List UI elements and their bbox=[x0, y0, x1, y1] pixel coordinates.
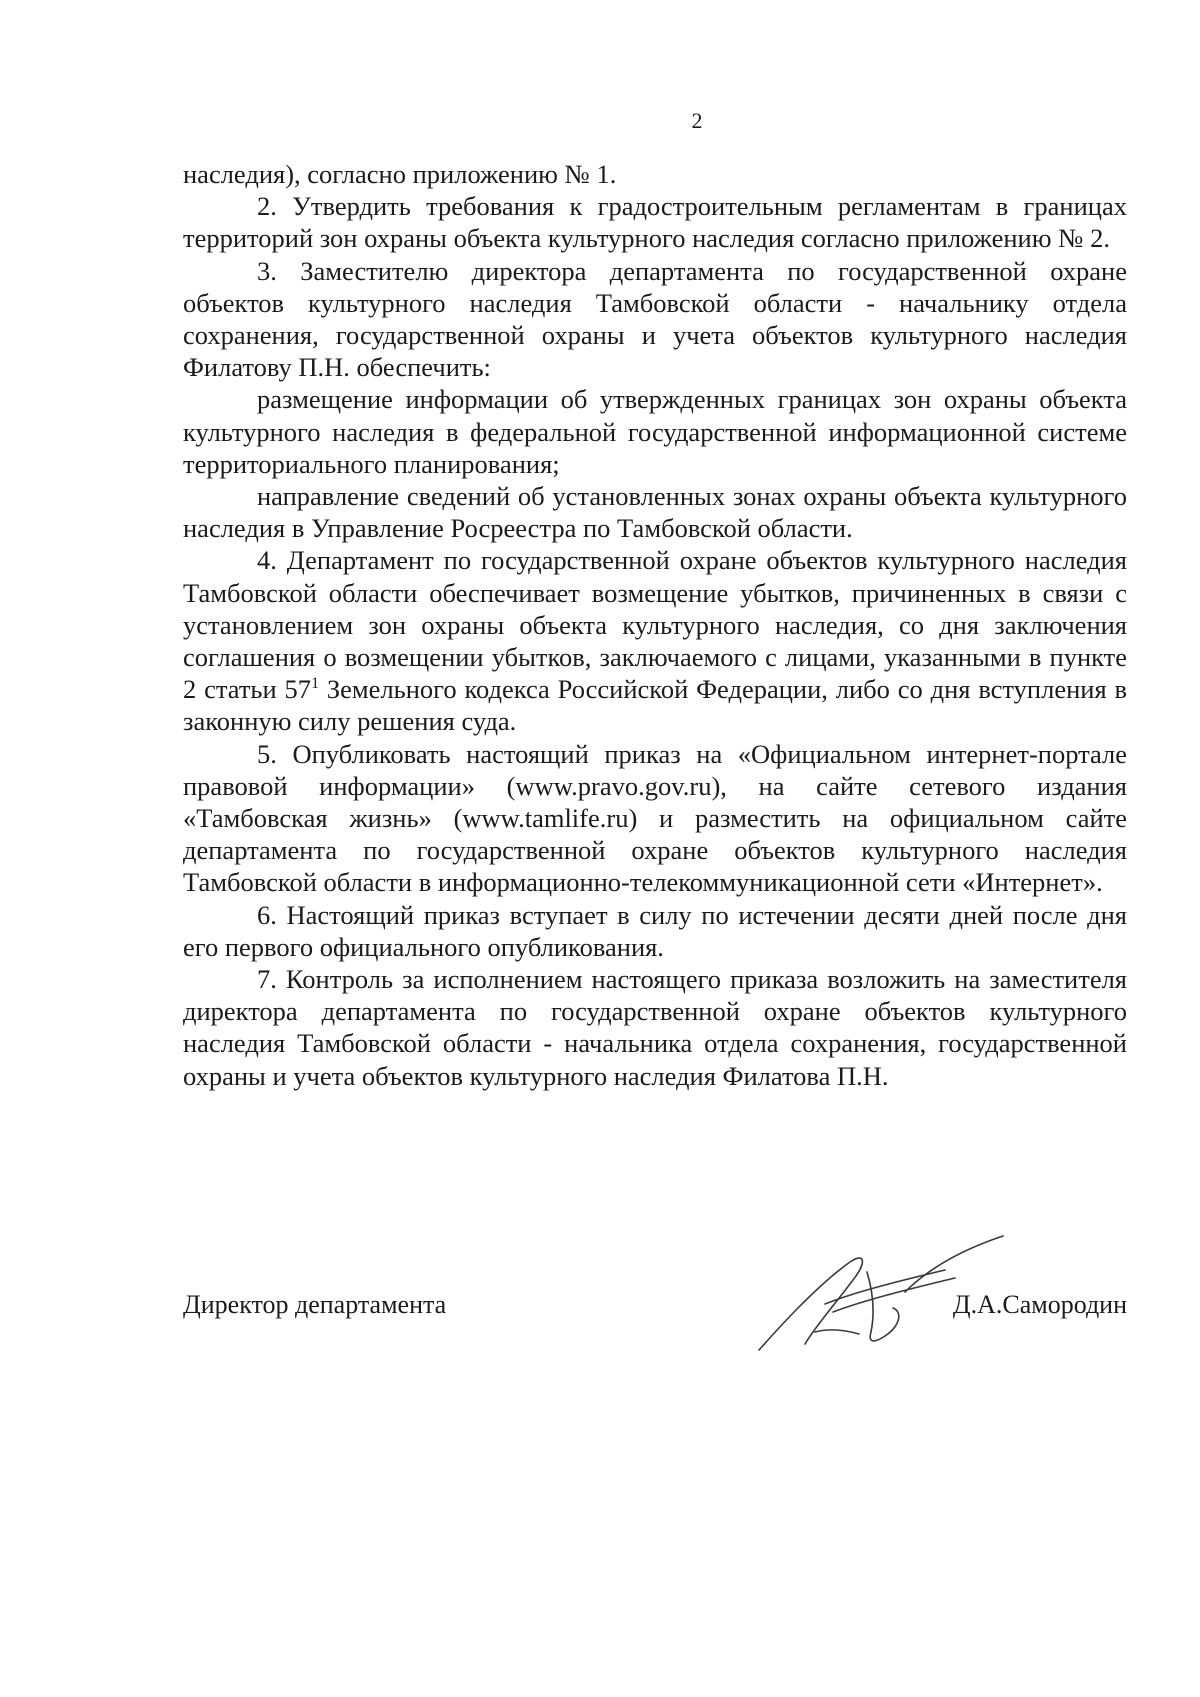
paragraph-item-4-text-b: Земельного кодекса Российской Федерации, либо со дня вступления в законную силу решения суда. bbox=[183, 674, 1128, 737]
signatory-position: Директор департамента bbox=[183, 1290, 447, 1319]
paragraph-item-3: 3. Заместителю директора департамента по государственной охране объектов культурного наследия Тамбовской области - начальнику отдела сохранения, государственной охраны и учета объектов культурного наследия Филатову П.Н. обеспечить: bbox=[183, 255, 1127, 383]
signature-block bbox=[183, 1290, 1127, 1350]
paragraph-item-3-sub-2: направление сведений об установленных зонах охраны объекта культурного наследия в Управление Росреестра по Тамбовской области. bbox=[183, 481, 1127, 544]
paragraph-item-6: 6. Настоящий приказ вступает в силу по истечении десяти дней после дня его первого официального опубликования. bbox=[183, 899, 1127, 962]
paragraph-item-3-sub-1: размещение информации об утвержденных границах зон охраны объекта культурного наследия в федеральной государственной информационной системе территориального планирования; bbox=[183, 384, 1127, 479]
paragraph-item-7: 7. Контроль за исполнением настоящего приказа возложить на заместителя директора департамента по государственной охране объектов культурного наследия Тамбовской области - начальника отдела сохранения, государственной охраны и учета объектов культурного наследия Филатова П.Н. bbox=[183, 964, 1127, 1091]
document-body bbox=[183, 158, 1127, 1092]
paragraph-item-4-text-a: 4. Департамент по государственной охране объектов культурного наследия Тамбовской области обеспечивает возмещение убытков, причиненных в связи с установлением зон охраны объекта культурного наследия, со дня заключения соглашения о возмещении убытков, заключаемого с лицами, указанными в пункте 2 статьи 57 bbox=[183, 545, 1127, 705]
article-superscript: 1 bbox=[311, 675, 320, 693]
paragraph-item-2: 2. Утвердить требования к градостроительным регламентам в границах территорий зон охраны объекта культурного наследия согласно приложению № 2. bbox=[183, 191, 1127, 254]
page-number: 2 bbox=[691, 108, 703, 133]
paragraph-item-4 bbox=[183, 544, 1127, 737]
signatory-name: Д.А.Самородин bbox=[952, 1290, 1127, 1319]
paragraph-item-5: 5. Опубликовать настоящий приказ на «Официальном интернет-портале правовой информации» (www.pravo.gov.ru), на сайте сетевого издания «Тамбовская жизнь» (www.tamlife.ru) и разместить на официальном сайте департамента по государственной охране объектов культурного наследия Тамбовской области в информационно-телекоммуникационной сети «Интернет». bbox=[183, 738, 1127, 898]
paragraph-continuation: наследия), согласно приложению № 1. bbox=[183, 159, 617, 189]
